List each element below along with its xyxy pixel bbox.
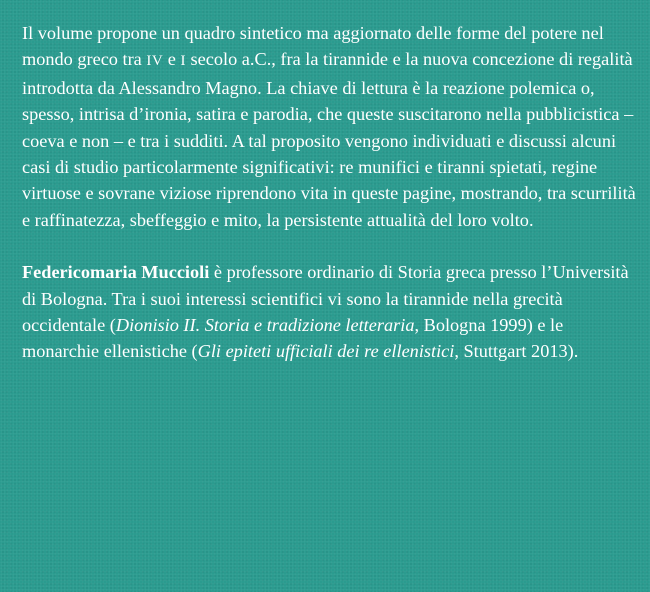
book-blurb xyxy=(22,20,638,233)
author-name: Federicomaria Muccioli xyxy=(22,262,210,283)
century-end: I xyxy=(180,53,186,70)
blurb-text-part3: secolo a.C., fra la tirannide e la nuova concezione di regalità introdotta da Alessandro Magno. La chiave di lettura è la reazione polemica o, spesso, intrisa d’ironia, satira e parodia, che queste suscitarono nella pubblicistica – coeva e non – e tra i sudditi. A tal proposito vengono individuati e discussi alcuni casi di studio particolarmente significativi: re munifici e tiranni spietati, regine virtuose e sovrane viziose riprendono vita in queste pagine, mostrando, tra scurrilità e raffinatezza, sbeffeggio e mito, la persistente attualità del loro volto. xyxy=(22,49,636,230)
book-pub-1: , Bologna 1999) e le monarchie ellenistiche ( xyxy=(22,315,564,362)
book-pub-2: , Stuttgart 2013). xyxy=(454,341,579,362)
bio-paragraph xyxy=(22,259,638,365)
blurb-paragraph xyxy=(22,20,638,233)
blurb-text-part1: Il volume propone un quadro sintetico ma aggiornato delle forme del potere nel mondo greco tra xyxy=(22,23,604,70)
author-bio xyxy=(22,259,638,365)
bio-intro: è professore ordinario di Storia greca presso l’Università di Bologna. Tra i suoi interessi scientifici vi sono la tirannide nella grecità occidentale ( xyxy=(22,262,629,336)
century-start: IV xyxy=(146,53,164,70)
back-cover-text xyxy=(22,20,638,365)
blurb-text-part2: e xyxy=(163,49,181,70)
book-title-2: Gli epiteti ufficiali dei re ellenistici xyxy=(197,341,455,362)
book-title-1: Dionisio II. Storia e tradizione letteraria xyxy=(115,315,415,336)
